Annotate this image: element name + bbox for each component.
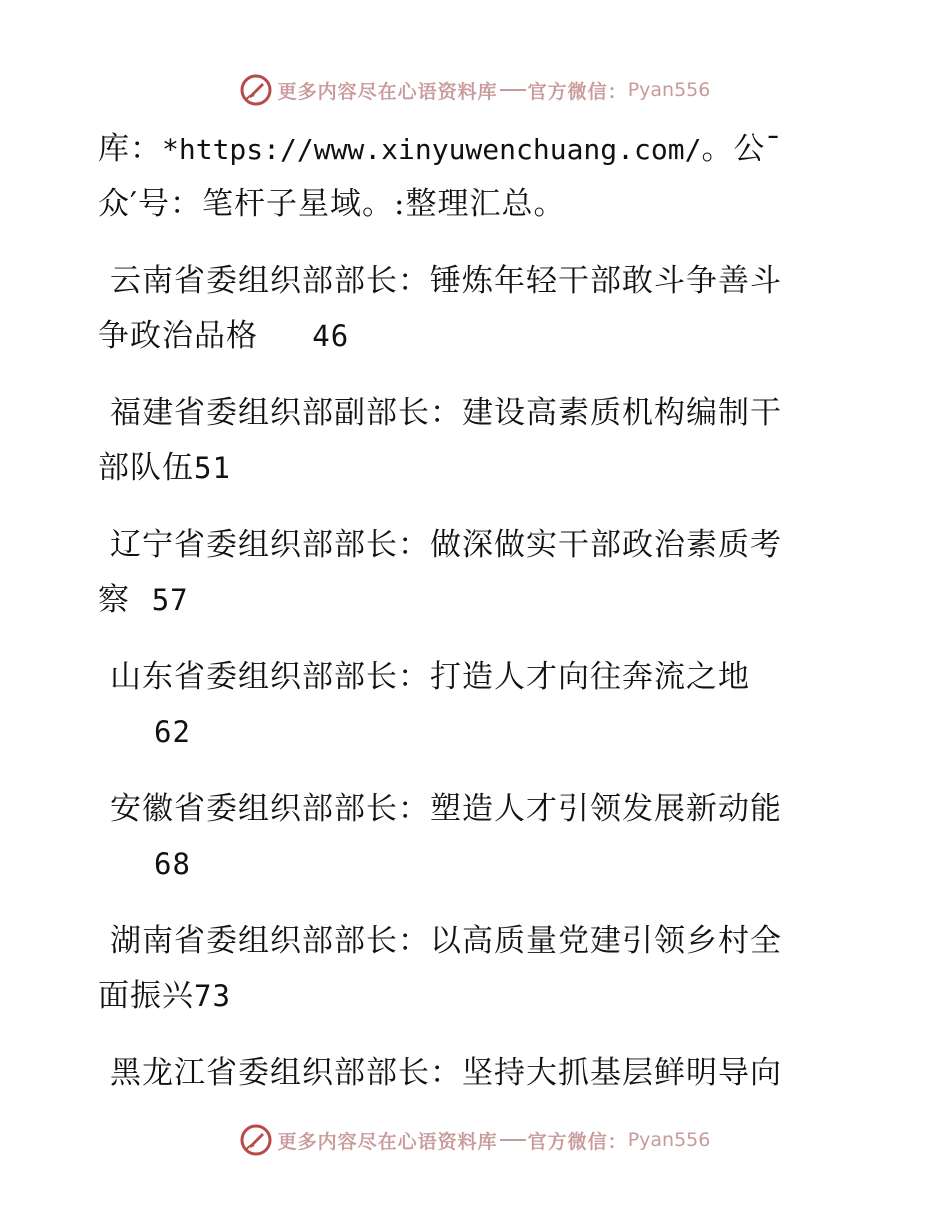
- toc-entry-title-cont: 察: [98, 582, 130, 618]
- toc-entry: [98, 914, 833, 1024]
- toc-entry-title: 湖南省委组织部部长：以高质量党建引领乡村全: [110, 923, 782, 959]
- toc-entry-title: 福建省委组织部副部长：建设高素质机构编制干: [110, 395, 782, 431]
- toc-entry-page: 62: [154, 715, 191, 749]
- toc-entry: [98, 254, 833, 364]
- header-prefix: 库：: [98, 131, 162, 167]
- toc-entry-continuation: [98, 837, 833, 892]
- toc-entry-title-cont: 争政治品格: [98, 318, 258, 354]
- header-url: *https://www.xinyuwenchuang.com/: [162, 133, 702, 166]
- toc-entry: [98, 1046, 833, 1101]
- toc-entry-title: 安徽省委组织部部长：塑造人才引领发展新动能: [110, 791, 782, 827]
- toc-entry-page: 68: [154, 847, 191, 881]
- banner-site-text: 更多内容尽在心语资料库: [277, 80, 498, 103]
- toc-entry-page: 73: [194, 979, 231, 1013]
- banner-dash: [500, 1139, 526, 1141]
- toc-entry-title-cont: 面振兴: [98, 978, 194, 1014]
- toc-entry-title: 山东省委组织部部长：打造人才向往奔流之地: [110, 659, 750, 695]
- header-suffix: 。公¯: [701, 131, 782, 167]
- toc-entry-continuation: [98, 705, 833, 760]
- top-banner: [0, 70, 950, 110]
- quill-logo-icon: [240, 74, 272, 106]
- document-body: [98, 122, 833, 1101]
- toc-entry: [98, 386, 833, 496]
- toc-entry-continuation: [98, 969, 833, 1024]
- toc-entry-continuation: [98, 441, 833, 496]
- toc-entry-title: 黑龙江省委组织部部长：坚持大抓基层鲜明导向: [110, 1055, 782, 1091]
- toc-entry-title: 辽宁省委组织部部长：做深做实干部政治素质考: [110, 527, 782, 563]
- header-line-2: 众′号：笔杆子星域。:整理汇总。: [98, 186, 566, 222]
- banner-wechat-id: Pyan556: [627, 79, 711, 101]
- banner-site-text: 更多内容尽在心语资料库: [277, 1130, 498, 1153]
- banner-dash: [500, 89, 526, 91]
- toc-entry: [98, 782, 833, 892]
- quill-logo-icon: [240, 1124, 272, 1156]
- toc-entry: [98, 518, 833, 628]
- header-line-1: [98, 122, 833, 177]
- toc-entry-continuation: [98, 573, 833, 628]
- toc-entry-page: 46: [312, 319, 350, 353]
- banner-wechat-label: 官方微信：: [527, 1130, 628, 1153]
- toc-entry-page: 51: [194, 451, 231, 485]
- toc-entry-title-cont: 部队伍: [98, 450, 194, 486]
- banner-wechat-label: 官方微信：: [527, 80, 628, 103]
- bottom-banner: [0, 1120, 950, 1160]
- banner-wechat-id: Pyan556: [627, 1129, 711, 1151]
- toc-entry: [98, 650, 833, 760]
- toc-entry-continuation: [98, 309, 833, 364]
- toc-entry-title: 云南省委组织部部长：锤炼年轻干部敢斗争善斗: [110, 263, 782, 299]
- toc-entry-page: 57: [151, 583, 189, 617]
